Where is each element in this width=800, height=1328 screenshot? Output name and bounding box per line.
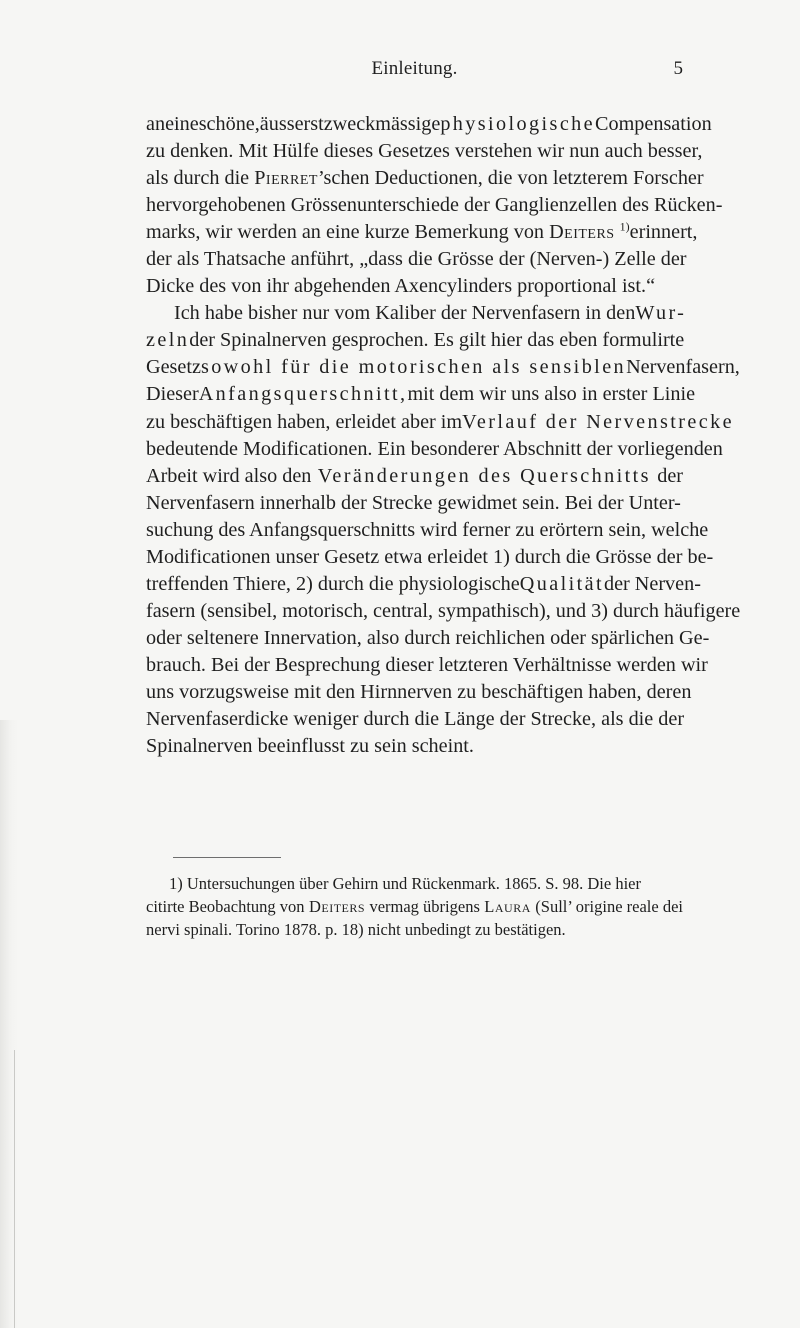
text-line: an eine schöne, äusserst zweckmässige physiologische Compensation: [146, 111, 683, 138]
body-text: [146, 111, 741, 760]
footnote-line: nervi spinali. Torino 1878. p. 18) nicht unbedingt zu bestätigen.: [146, 920, 566, 939]
text-line: Dicke des von ihr abgehenden Axencylinders proportional ist.“: [146, 275, 656, 298]
text-line: Modificationen unser Gesetz etwa erleidet 1) durch die Grösse der be-: [146, 545, 714, 568]
text-line: der als Thatsache anführt, „dass die Grösse der (Nerven-) Zelle der: [146, 248, 687, 271]
text-line: marks, wir werden an eine kurze Bemerkung von Deiters $^{1)}$ erinnert,: [146, 219, 698, 244]
page-edge-shadow: [0, 720, 18, 1328]
spaced-emphasis: Wur-: [635, 302, 687, 325]
text-line: bedeutende Modificationen. Ein besonderer Abschnitt der vorliegenden: [146, 437, 723, 460]
running-title: Einleitung.: [371, 58, 458, 79]
page-edge-line: [14, 1050, 15, 1328]
text-line: zu denken. Mit Hülfe dieses Gesetzes verstehen wir nun auch besser,: [146, 140, 703, 163]
text-line: Nervenfasern innerhalb der Strecke gewidmet sein. Bei der Unter-: [146, 491, 681, 514]
spaced-emphasis: zeln: [146, 329, 190, 352]
text-line: zeln der Spinalnerven gesprochen. Es gilt hier das eben formulirte: [146, 327, 683, 354]
text-line: uns vorzugsweise mit den Hirnnerven zu beschäftigen haben, deren: [146, 680, 692, 703]
footnote-line: citirte Beobachtung von Deiters vermag übrigens Laura (Sull’ origine reale dei: [146, 897, 683, 916]
text-line: hervorgehobenen Grössenunterschiede der Ganglienzellen des Rücken-: [146, 194, 723, 217]
footnote: [146, 872, 683, 941]
spaced-emphasis: sowohl für die motorischen als sensiblen: [200, 356, 627, 379]
text-line: oder seltenere Innervation, also durch reichlichen oder spärlichen Ge-: [146, 626, 710, 649]
text-line: fasern (sensibel, motorisch, central, sympathisch), und 3) durch häufigere: [146, 599, 741, 622]
text-line: suchung des Anfangsquerschnitts wird ferner zu erörtern sein, welche: [146, 518, 709, 541]
spaced-emphasis: Veränderungen des Querschnitts: [317, 464, 651, 487]
author-name: Pierret: [254, 167, 318, 190]
text-line: Ich habe bisher nur vom Kaliber der Nervenfasern in den Wur-: [146, 300, 683, 327]
text-line: Spinalnerven beeinflusst zu sein scheint.: [146, 735, 474, 758]
text-line: Dieser Anfangsquerschnitt, mit dem wir uns also in erster Linie: [146, 381, 683, 408]
footnote-divider: [173, 857, 281, 858]
footnote-marker: 1): [619, 219, 630, 234]
footnote-line: 1) Untersuchungen über Gehirn und Rückenmark. 1865. S. 98. Die hier: [169, 874, 641, 893]
text-line: treffenden Thiere, 2) durch die physiologische Qualität der Nerven-: [146, 571, 683, 598]
text-line: zu beschäftigen haben, erleidet aber im Verlauf der Nervenstrecke: [146, 409, 683, 436]
page-header: [146, 58, 683, 88]
spaced-emphasis: Qualität: [519, 572, 604, 595]
text-line: brauch. Bei der Besprechung dieser letzteren Verhältnisse werden wir: [146, 653, 708, 676]
text-line: Arbeit wird also den Veränderungen des Querschnitts der: [146, 463, 683, 490]
spaced-emphasis: Anfangsquerschnitt,: [198, 383, 408, 406]
text-line: als durch die Pierret’schen Deductionen, die von letzterem Forscher: [146, 167, 704, 190]
text-line: Gesetz sowohl für die motorischen als sensiblen Nervenfasern,: [146, 354, 683, 381]
spaced-emphasis: physiologische: [440, 113, 596, 135]
author-name: Deiters: [308, 897, 366, 916]
spaced-emphasis: Verlauf der Nervenstrecke: [462, 410, 734, 433]
text-line: Nervenfaserdicke weniger durch die Länge der Strecke, als die der: [146, 708, 685, 731]
author-name: Laura: [484, 897, 531, 916]
page-number: 5: [673, 58, 683, 79]
author-name: Deiters: [549, 221, 615, 244]
